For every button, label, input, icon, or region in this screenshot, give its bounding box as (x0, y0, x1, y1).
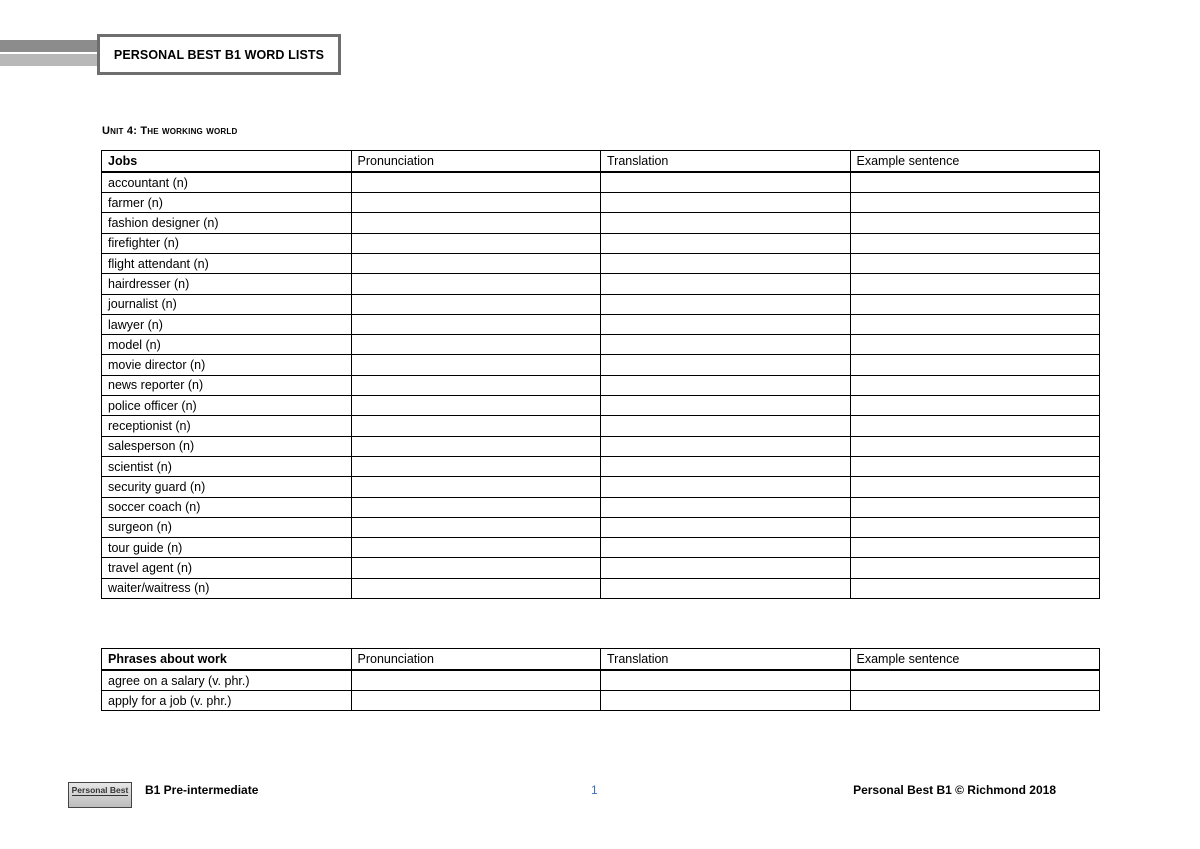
document-title-box (97, 34, 341, 75)
term-cell: scientist (n) (102, 456, 352, 476)
pronunciation-cell[interactable] (351, 335, 601, 355)
translation-cell[interactable] (601, 355, 851, 375)
job-row (102, 294, 1100, 314)
translation-cell[interactable] (601, 396, 851, 416)
term-cell: waiter/waitress (n) (102, 578, 352, 598)
column-header: Example sentence (850, 151, 1100, 173)
pronunciation-cell[interactable] (351, 477, 601, 497)
translation-cell[interactable] (601, 335, 851, 355)
term-cell: farmer (n) (102, 193, 352, 213)
pronunciation-cell[interactable] (351, 375, 601, 395)
term-cell: hairdresser (n) (102, 274, 352, 294)
example-sentence-cell[interactable] (850, 477, 1100, 497)
example-sentence-cell[interactable] (850, 436, 1100, 456)
pronunciation-cell[interactable] (351, 670, 601, 690)
example-sentence-cell[interactable] (850, 396, 1100, 416)
translation-cell[interactable] (601, 416, 851, 436)
column-header: Pronunciation (351, 649, 601, 671)
document-title: PERSONAL BEST B1 WORD LISTS (113, 47, 325, 62)
job-row (102, 253, 1100, 273)
translation-cell[interactable] (601, 670, 851, 690)
translation-cell[interactable] (601, 691, 851, 711)
example-sentence-cell[interactable] (850, 670, 1100, 690)
pronunciation-cell[interactable] (351, 456, 601, 476)
pronunciation-cell[interactable] (351, 578, 601, 598)
table-header-row (102, 151, 1100, 173)
translation-cell[interactable] (601, 375, 851, 395)
pronunciation-cell[interactable] (351, 253, 601, 273)
term-cell: flight attendant (n) (102, 253, 352, 273)
translation-cell[interactable] (601, 172, 851, 192)
job-row (102, 335, 1100, 355)
example-sentence-cell[interactable] (850, 274, 1100, 294)
example-sentence-cell[interactable] (850, 691, 1100, 711)
term-cell: surgeon (n) (102, 517, 352, 537)
job-row (102, 558, 1100, 578)
term-cell: firefighter (n) (102, 233, 352, 253)
term-cell: soccer coach (n) (102, 497, 352, 517)
table-header-row (102, 649, 1100, 671)
example-sentence-cell[interactable] (850, 193, 1100, 213)
pronunciation-cell[interactable] (351, 213, 601, 233)
translation-cell[interactable] (601, 253, 851, 273)
job-row (102, 416, 1100, 436)
term-cell: fashion designer (n) (102, 213, 352, 233)
term-cell: journalist (n) (102, 294, 352, 314)
column-header: Translation (601, 649, 851, 671)
translation-cell[interactable] (601, 193, 851, 213)
column-header: Example sentence (850, 649, 1100, 671)
pronunciation-cell[interactable] (351, 314, 601, 334)
example-sentence-cell[interactable] (850, 253, 1100, 273)
example-sentence-cell[interactable] (850, 538, 1100, 558)
phrase-row (102, 691, 1100, 711)
term-cell: apply for a job (v. phr.) (102, 691, 352, 711)
translation-cell[interactable] (601, 578, 851, 598)
job-row (102, 396, 1100, 416)
term-cell: model (n) (102, 335, 352, 355)
example-sentence-cell[interactable] (850, 355, 1100, 375)
pronunciation-cell[interactable] (351, 294, 601, 314)
term-cell: police officer (n) (102, 396, 352, 416)
job-row (102, 172, 1100, 192)
job-row (102, 456, 1100, 476)
translation-cell[interactable] (601, 233, 851, 253)
logo-text: Personal Best (71, 785, 129, 795)
job-row (102, 355, 1100, 375)
pronunciation-cell[interactable] (351, 558, 601, 578)
example-sentence-cell[interactable] (850, 375, 1100, 395)
term-cell: travel agent (n) (102, 558, 352, 578)
translation-cell[interactable] (601, 314, 851, 334)
job-row (102, 314, 1100, 334)
pronunciation-cell[interactable] (351, 691, 601, 711)
job-row (102, 193, 1100, 213)
job-row (102, 436, 1100, 456)
example-sentence-cell[interactable] (850, 233, 1100, 253)
term-cell: tour guide (n) (102, 538, 352, 558)
phrase-row (102, 670, 1100, 690)
term-cell: news reporter (n) (102, 375, 352, 395)
column-header: Pronunciation (351, 151, 601, 173)
job-row (102, 578, 1100, 598)
term-cell: salesperson (n) (102, 436, 352, 456)
unit-heading-text: Unit 4: The working world (102, 125, 238, 137)
phrases-word-table (101, 648, 1100, 711)
example-sentence-cell[interactable] (850, 456, 1100, 476)
translation-cell[interactable] (601, 558, 851, 578)
pronunciation-cell[interactable] (351, 538, 601, 558)
job-row (102, 375, 1100, 395)
pronunciation-cell[interactable] (351, 396, 601, 416)
term-cell: accountant (n) (102, 172, 352, 192)
translation-cell[interactable] (601, 517, 851, 537)
example-sentence-cell[interactable] (850, 314, 1100, 334)
pronunciation-cell[interactable] (351, 416, 601, 436)
column-header: Translation (601, 151, 851, 173)
example-sentence-cell[interactable] (850, 517, 1100, 537)
pronunciation-cell[interactable] (351, 497, 601, 517)
translation-cell[interactable] (601, 213, 851, 233)
pronunciation-cell[interactable] (351, 355, 601, 375)
term-cell: agree on a salary (v. phr.) (102, 670, 352, 690)
example-sentence-cell[interactable] (850, 172, 1100, 192)
column-header: Phrases about work (102, 649, 352, 671)
translation-cell[interactable] (601, 538, 851, 558)
pronunciation-cell[interactable] (351, 233, 601, 253)
footer-level: B1 Pre-intermediate (145, 783, 259, 797)
job-row (102, 213, 1100, 233)
header-accent-bar (0, 40, 100, 66)
job-row (102, 538, 1100, 558)
pronunciation-cell[interactable] (351, 517, 601, 537)
jobs-word-table (101, 150, 1100, 599)
example-sentence-cell[interactable] (850, 497, 1100, 517)
translation-cell[interactable] (601, 294, 851, 314)
job-row (102, 274, 1100, 294)
footer-page-number: 1 (591, 783, 598, 797)
translation-cell[interactable] (601, 456, 851, 476)
translation-cell[interactable] (601, 436, 851, 456)
footer-copyright: Personal Best B1 © Richmond 2018 (853, 783, 1056, 797)
job-row (102, 497, 1100, 517)
example-sentence-cell[interactable] (850, 335, 1100, 355)
pronunciation-cell[interactable] (351, 172, 601, 192)
unit-heading (102, 125, 237, 137)
example-sentence-cell[interactable] (850, 558, 1100, 578)
term-cell: receptionist (n) (102, 416, 352, 436)
job-row (102, 517, 1100, 537)
job-row (102, 477, 1100, 497)
example-sentence-cell[interactable] (850, 213, 1100, 233)
term-cell: movie director (n) (102, 355, 352, 375)
column-header: Jobs (102, 151, 352, 173)
pronunciation-cell[interactable] (351, 274, 601, 294)
term-cell: security guard (n) (102, 477, 352, 497)
example-sentence-cell[interactable] (850, 416, 1100, 436)
example-sentence-cell[interactable] (850, 578, 1100, 598)
example-sentence-cell[interactable] (850, 294, 1100, 314)
pronunciation-cell[interactable] (351, 436, 601, 456)
translation-cell[interactable] (601, 477, 851, 497)
translation-cell[interactable] (601, 497, 851, 517)
job-row (102, 233, 1100, 253)
personal-best-logo (68, 782, 132, 808)
pronunciation-cell[interactable] (351, 193, 601, 213)
translation-cell[interactable] (601, 274, 851, 294)
term-cell: lawyer (n) (102, 314, 352, 334)
